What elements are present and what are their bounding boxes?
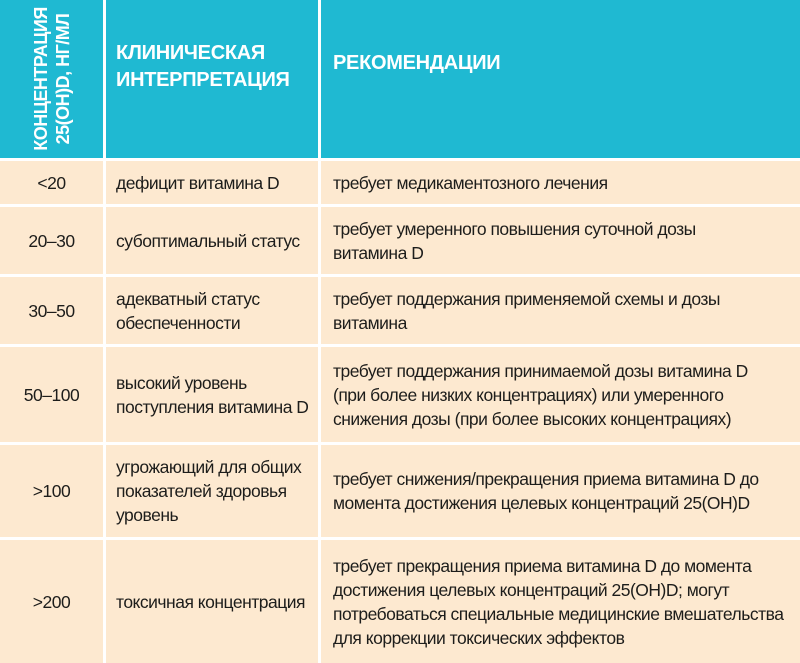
row-1-concentration: <20 (0, 161, 103, 204)
header-concentration (0, 0, 103, 158)
row-1-recommendation: требует медикаментозного лечения (321, 161, 800, 204)
row-1-interpretation: дефицит витамина D (106, 161, 318, 204)
header-interpretation: КЛИНИЧЕСКАЯ ИНТЕРПРЕТАЦИЯ (106, 0, 318, 158)
row-4-concentration: 50–100 (0, 347, 103, 442)
header-recommendations: РЕКОМЕНДАЦИИ (321, 0, 800, 158)
header-concentration-label: КОНЦЕНТРАЦИЯ 25(OH)D, НГ/МЛ (30, 7, 73, 151)
row-3-interpretation: адекватный статус обеспеченности (106, 277, 318, 344)
row-5-interpretation: угрожающий для общих показателей здоровья уровень (106, 445, 318, 537)
row-2-interpretation: субоптимальный статус (106, 207, 318, 274)
row-5-recommendation: требует снижения/прекращения приема витамина D до момента достижения целевых концентраций 25(OH)D (321, 445, 800, 537)
row-3-recommendation: требует поддержания применяемой схемы и дозы витамина (321, 277, 800, 344)
row-2-recommendation: требует умеренного повышения суточной дозы витамина D (321, 207, 800, 274)
row-2-concentration: 20–30 (0, 207, 103, 274)
row-6-recommendation: требует прекращения приема витамина D до момента достижения целевых концентраций 25(OH)D; могут потребоваться специальные медицинские вмешательства для коррекции токсических эффектов (321, 540, 800, 663)
row-4-recommendation: требует поддержания принимаемой дозы витамина D (при более низких концентрациях) или умеренного снижения дозы (при более высоких концентрациях) (321, 347, 800, 442)
row-4-interpretation: высокий уровень поступления витамина D (106, 347, 318, 442)
row-6-interpretation: токсичная концентрация (106, 540, 318, 663)
row-5-concentration: >100 (0, 445, 103, 537)
row-6-concentration: >200 (0, 540, 103, 663)
row-3-concentration: 30–50 (0, 277, 103, 344)
